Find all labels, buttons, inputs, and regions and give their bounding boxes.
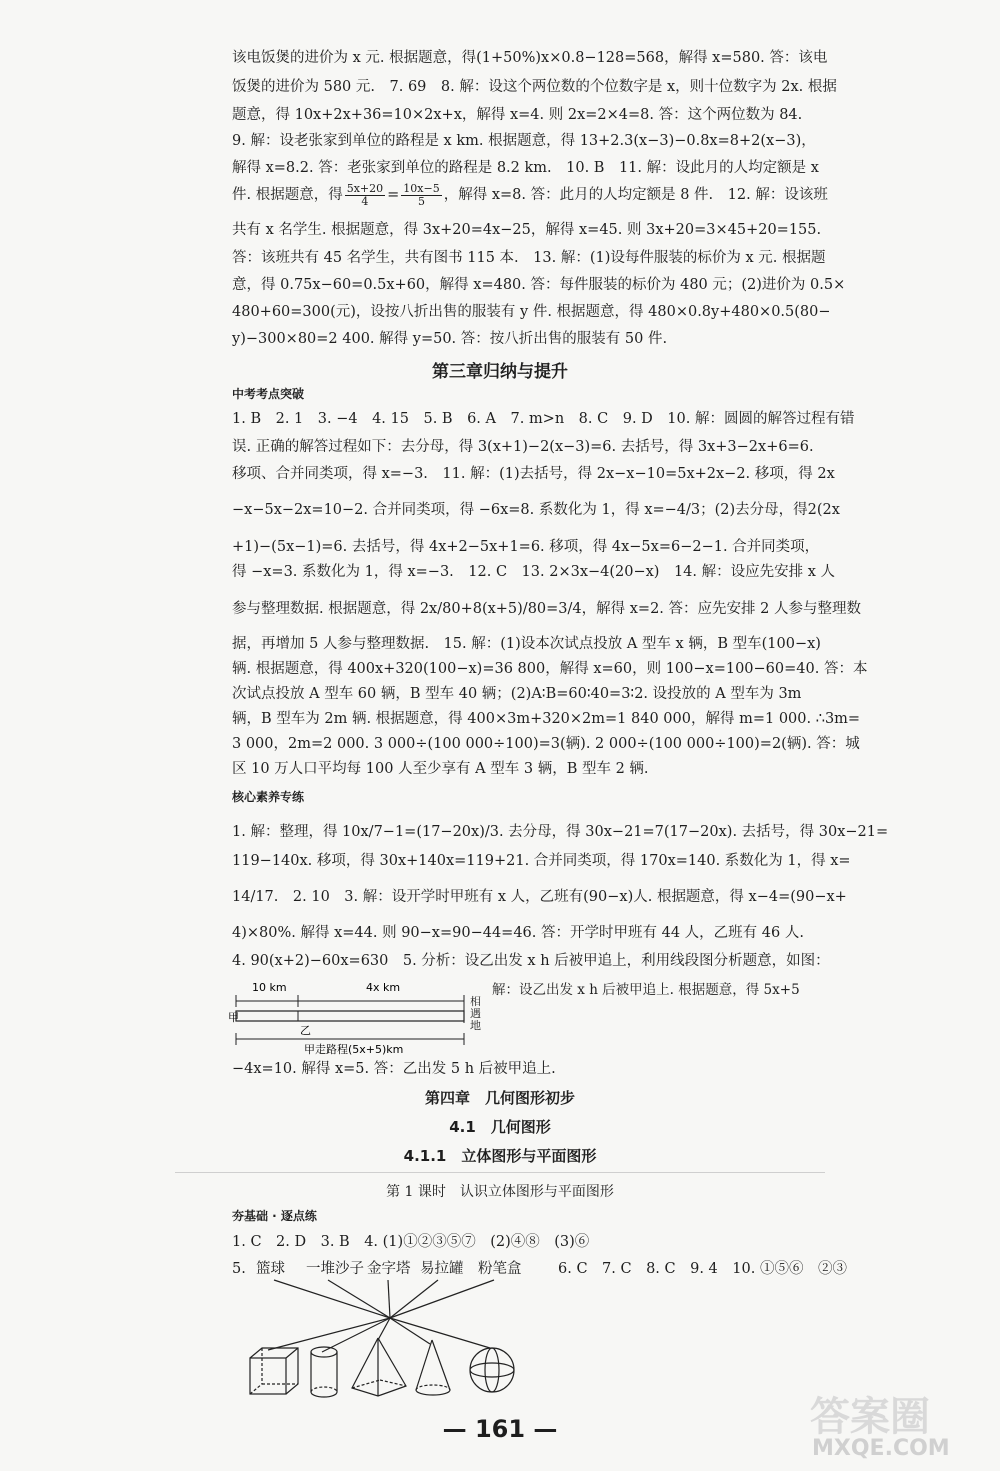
text-line: 1. C 2. D 3. B 4. (1)①②③⑤⑦ (2)④⑧ (3)⑥ <box>232 1234 590 1250</box>
text-line: 480+60=300(元)，设按八折出售的服装有 y 件. 根据题意，得 480×0.8y+480×0.5(80− <box>232 304 831 320</box>
road-segment <box>236 1011 464 1021</box>
subsection-heading: 夯基础 · 逐点练 <box>232 1209 317 1223</box>
object-label: 易拉罐 <box>420 1261 464 1277</box>
object-label: 一堆沙子 <box>306 1261 364 1277</box>
question-number: 5. <box>232 1261 246 1277</box>
label-4xkm: 4x km <box>366 981 401 994</box>
text-line: −x−5x−2x=10−2. 合并同类项，得 −6x=8. 系数化为 1，得 x=−4/3；(2)去分母，得2(2x <box>232 502 840 518</box>
text-line: 1. 解：整理，得 10x/7−1=(17−20x)/3. 去分母，得 30x−21=7(17−20x). 去括号，得 30x−21= <box>232 824 889 840</box>
label-yi: 乙 <box>300 1024 311 1037</box>
chapter-title: 第三章归纳与提升 <box>432 362 568 382</box>
text-line: 6. C 7. C 8. C 9. 4 10. ①⑤⑥ ②③ <box>558 1261 847 1277</box>
text-line: 119−140x. 移项，得 30x+140x=119+21. 合并同类项，得 170x=140. 系数化为 1，得 x= <box>232 853 851 869</box>
subsection-title: 4.1.1 立体图形与平面图形 <box>403 1147 597 1165</box>
subsection-heading: 中考考点突破 <box>232 387 305 401</box>
text-line: 移项、合并同类项，得 x=−3. 11. 解：(1)去括号，得 2x−x−10=5x+2x−2. 移项，得 2x <box>232 466 835 482</box>
text-line: 区 10 万人口平均每 100 人至少享有 A 型车 3 辆，B 型车 2 辆. <box>232 761 649 777</box>
text-line: 误. 正确的解答过程如下：去分母，得 3(x+1)−2(x−3)=6. 去括号，得 3x+3−2x+6=6. <box>232 439 814 455</box>
watermark-logo: 答案圈 <box>810 1394 930 1440</box>
text-line: 3 000，2m=2 000. 3 000÷(100 000÷100)=3(辆). 2 000÷(100 000÷100)=2(辆). 答：城 <box>232 736 860 752</box>
text-line: 辆，B 型车为 2m 辆. 根据题意，得 400×3m+320×2m=1 840 000，解得 m=1 000. ∴3m= <box>232 711 861 727</box>
page-number: — 161 — <box>442 1415 558 1443</box>
text-line: 该电饭煲的进价为 x 元. 根据题意，得(1+50%)x×0.8−128=568，解得 x=580. 答：该电 <box>232 50 828 66</box>
text-line: 解：设乙出发 x h 后被甲追上. 根据题意，得 5x+5 <box>492 982 800 998</box>
object-label: 粉笔盒 <box>478 1261 522 1277</box>
object-label: 篮球 <box>256 1261 285 1277</box>
label-10km: 10 km <box>252 981 287 994</box>
cone-shape <box>416 1340 450 1395</box>
match-line <box>390 1318 490 1348</box>
text-line: 辆. 根据题意，得 400x+320(100−x)=36 800，解得 x=60，则 100−x=100−60=40. 答：本 <box>232 661 868 677</box>
text-line: 14/17. 2. 10 3. 解：设开学时甲班有 x 人，乙班有(90−x)人. 根据题意，得 x−4=(90−x+ <box>232 889 847 905</box>
divider <box>175 1172 825 1173</box>
match-line <box>268 1318 390 1350</box>
text-line: 答：该班共有 45 名学生，共有图书 115 本. 13. 解：(1)设每件服装的标价为 x 元. 根据题 <box>232 250 826 266</box>
text-line: 饭煲的进价为 580 元. 7. 69 8. 解：设这个两位数的个位数字是 x，则十位数字为 2x. 根据 <box>232 79 837 95</box>
text-line: 题意，得 10x+2x+36=10×2x+x，解得 x=4. 则 2x=2×4=8. 答：这个两位数为 84. <box>232 107 803 123</box>
text-line: 参与整理数据. 根据题意，得 2x/80+8(x+5)/80=3/4，解得 x=2. 答：应先安排 2 人参与整理数 <box>232 601 861 617</box>
text-line: 9. 解：设老张家到单位的路程是 x km. 根据题意，得 13+2.3(x−3)−0.8x=8+2(x−3)， <box>232 133 816 149</box>
text-line: 得 −x=3. 系数化为 1，得 x=−3. 12. C 13. 2×3x−4(20−x) 14. 解：设应先安排 x 人 <box>232 564 836 580</box>
lesson-title: 第 1 课时 认识立体图形与平面图形 <box>386 1184 614 1200</box>
text-line: 意，得 0.75x−60=0.5x+60，解得 x=480. 答：每件服装的标价为 480 元；(2)进价为 0.5× <box>232 277 846 293</box>
watermark-url: MXQE.COM <box>812 1436 950 1461</box>
text-line: −4x=10. 解得 x=5. 答：乙出发 5 h 后被甲追上. <box>232 1061 556 1077</box>
segment-diagram <box>228 975 492 1055</box>
solids-matching-diagram <box>240 1278 530 1408</box>
text-line: 次试点投放 A 型车 60 辆，B 型车 40 辆；(2)A∶B=60∶40=3∶2. 设投放的 A 型车为 3m <box>232 686 802 702</box>
match-line <box>328 1280 390 1318</box>
text-line: y)−300×80=2 400. 解得 y=50. 答：按八折出售的服装有 50 件. <box>232 331 668 347</box>
text-line: 4)×80%. 解得 x=44. 则 90−x=90−44=46. 答：开学时甲班有 44 人，乙班有 46 人. <box>232 925 804 941</box>
text-line-fraction: 件. 根据题意，得 $\frac{5x+20}{4}$ = $\frac{10x-5}{5}$ ，解得 x=8. 答：此月的人均定额是 8 件. 12. 解：设该班 <box>232 181 828 208</box>
match-line <box>274 1280 390 1318</box>
match-line <box>388 1280 390 1318</box>
text-line: +1)−(5x−1)=6. 去括号，得 4x+2−5x+1=6. 移项，得 4x−5x=6−2−1. 合并同类项， <box>232 539 820 555</box>
label-total: 甲走路程(5x+5)km <box>304 1043 404 1056</box>
label-meet: 相遇地 <box>470 995 481 1032</box>
text-line: 4. 90(x+2)−60x=630 5. 分析：设乙出发 x h 后被甲追上，利用线段图分析题意，如图： <box>232 953 830 969</box>
section-title: 4.1 几何图形 <box>449 1118 551 1136</box>
chapter-title: 第四章 几何图形初步 <box>424 1089 575 1107</box>
match-line <box>390 1280 438 1318</box>
sphere-shape <box>470 1348 514 1392</box>
match-line <box>390 1318 430 1344</box>
cube-shape <box>250 1348 298 1394</box>
match-line <box>322 1318 390 1352</box>
text-line: 1. B 2. 1 3. −4 4. 15 5. B 6. A 7. m>n 8. C 9. D 10. 解：圆圆的解答过程有错 <box>232 411 855 427</box>
text-line: 解得 x=8.2. 答：老张家到单位的路程是 8.2 km. 10. B 11. 解：设此月的人均定额是 x <box>232 160 819 176</box>
match-line <box>390 1280 494 1318</box>
pyramid-shape <box>352 1338 406 1396</box>
label-jia: 甲 <box>228 1011 239 1024</box>
text-line: 共有 x 名学生. 根据题意，得 3x+20=4x−25，解得 x=45. 则 3x+20=3×45+20=155. <box>232 222 822 238</box>
cylinder-shape <box>311 1347 337 1397</box>
object-label: 金字塔 <box>367 1261 411 1277</box>
text-line: 据，再增加 5 人参与整理数据. 15. 解：(1)设本次试点投放 A 型车 x 辆，B 型车(100−x) <box>232 636 821 652</box>
subsection-heading: 核心素养专练 <box>232 790 305 804</box>
